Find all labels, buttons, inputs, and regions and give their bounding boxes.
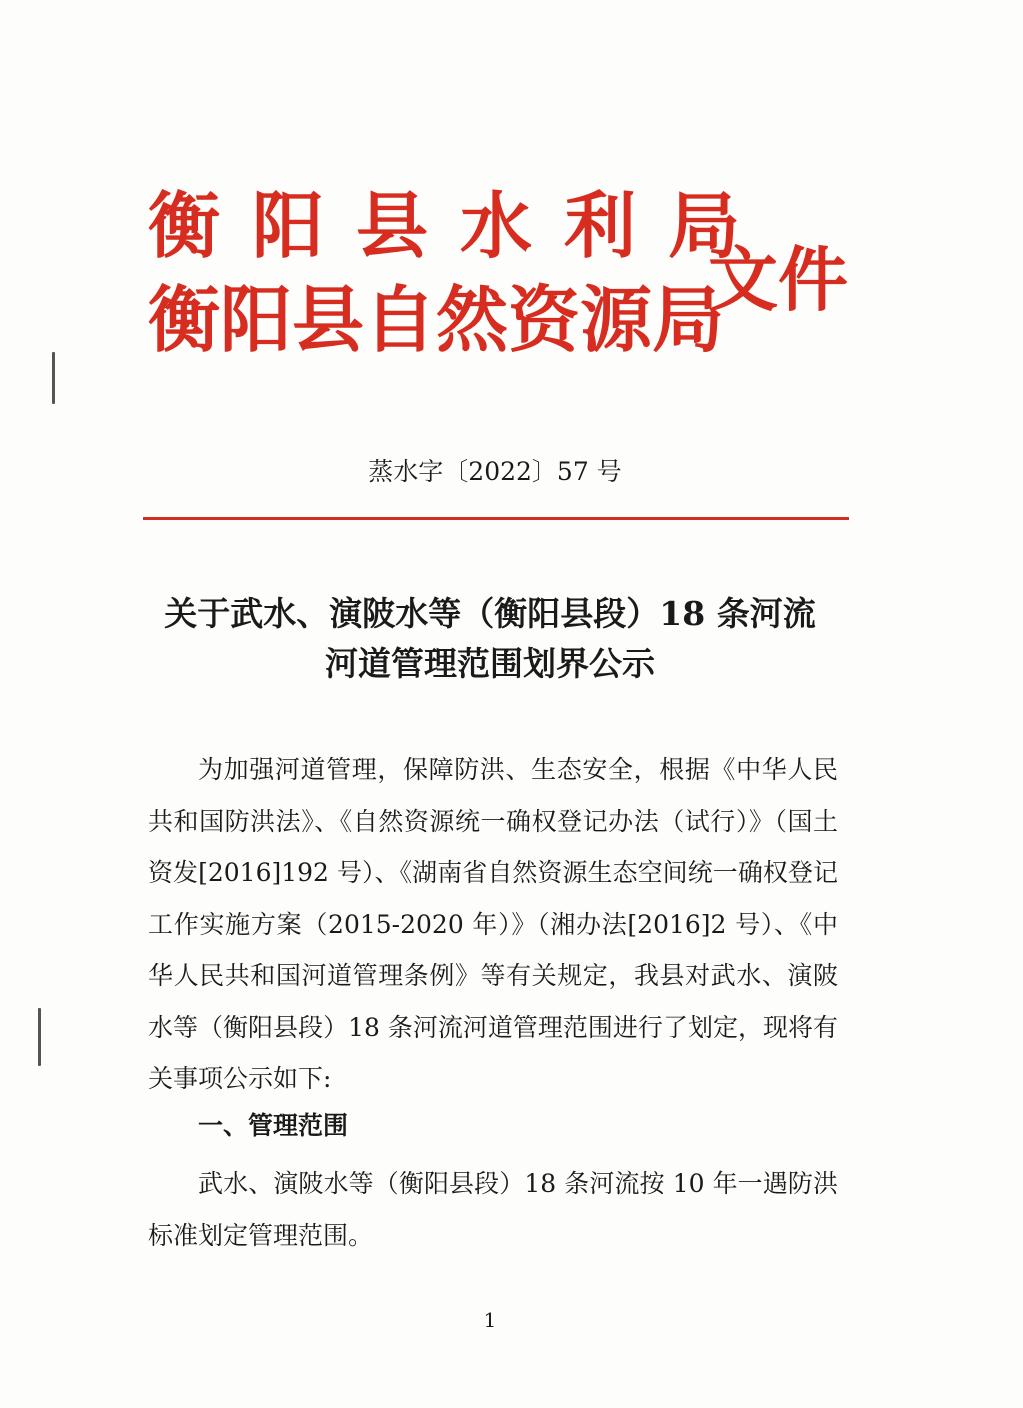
document-header	[148, 180, 868, 380]
document-title-line-1: 关于武水、演陂水等（衡阳县段）18 条河流	[164, 594, 816, 633]
binding-mark-top	[52, 352, 55, 404]
section-heading-1: 一、管理范围	[198, 1111, 349, 1140]
document-title-line-2: 河道管理范围划界公示	[325, 644, 655, 683]
document-type-word: 文件	[708, 239, 848, 321]
red-separator-line	[143, 517, 849, 520]
binding-mark-bottom	[38, 1008, 41, 1066]
document-number: 蒸水字〔2022〕57 号	[368, 457, 622, 486]
page-number: 1	[483, 1308, 497, 1332]
body-paragraph-1: 为加强河道管理，保障防洪、生态安全，根据《中华人民共和国防洪法》、《自然资源统一确权登记办法（试行）》（国土资发[2016]192 号）、《湖南省自然资源生态空间统一确权登记工作实施方案（2015-2020 年）》（湘办法[2016]2 号）、《中华人民共和国河道管理条例》等有关规定，我县对武水、演陂水等（衡阳县段）18 条河流河道管理范围进行了划定，现将有关事项公示如下:	[148, 755, 838, 1093]
issuing-org-line-2: 衡阳县自然资源局	[148, 278, 725, 362]
body-paragraph-2: 武水、演陂水等（衡阳县段）18 条河流按 10 年一遇防洪标准划定管理范围。	[148, 1169, 838, 1250]
issuing-org-line-1: 衡阳县水利局	[148, 184, 773, 268]
